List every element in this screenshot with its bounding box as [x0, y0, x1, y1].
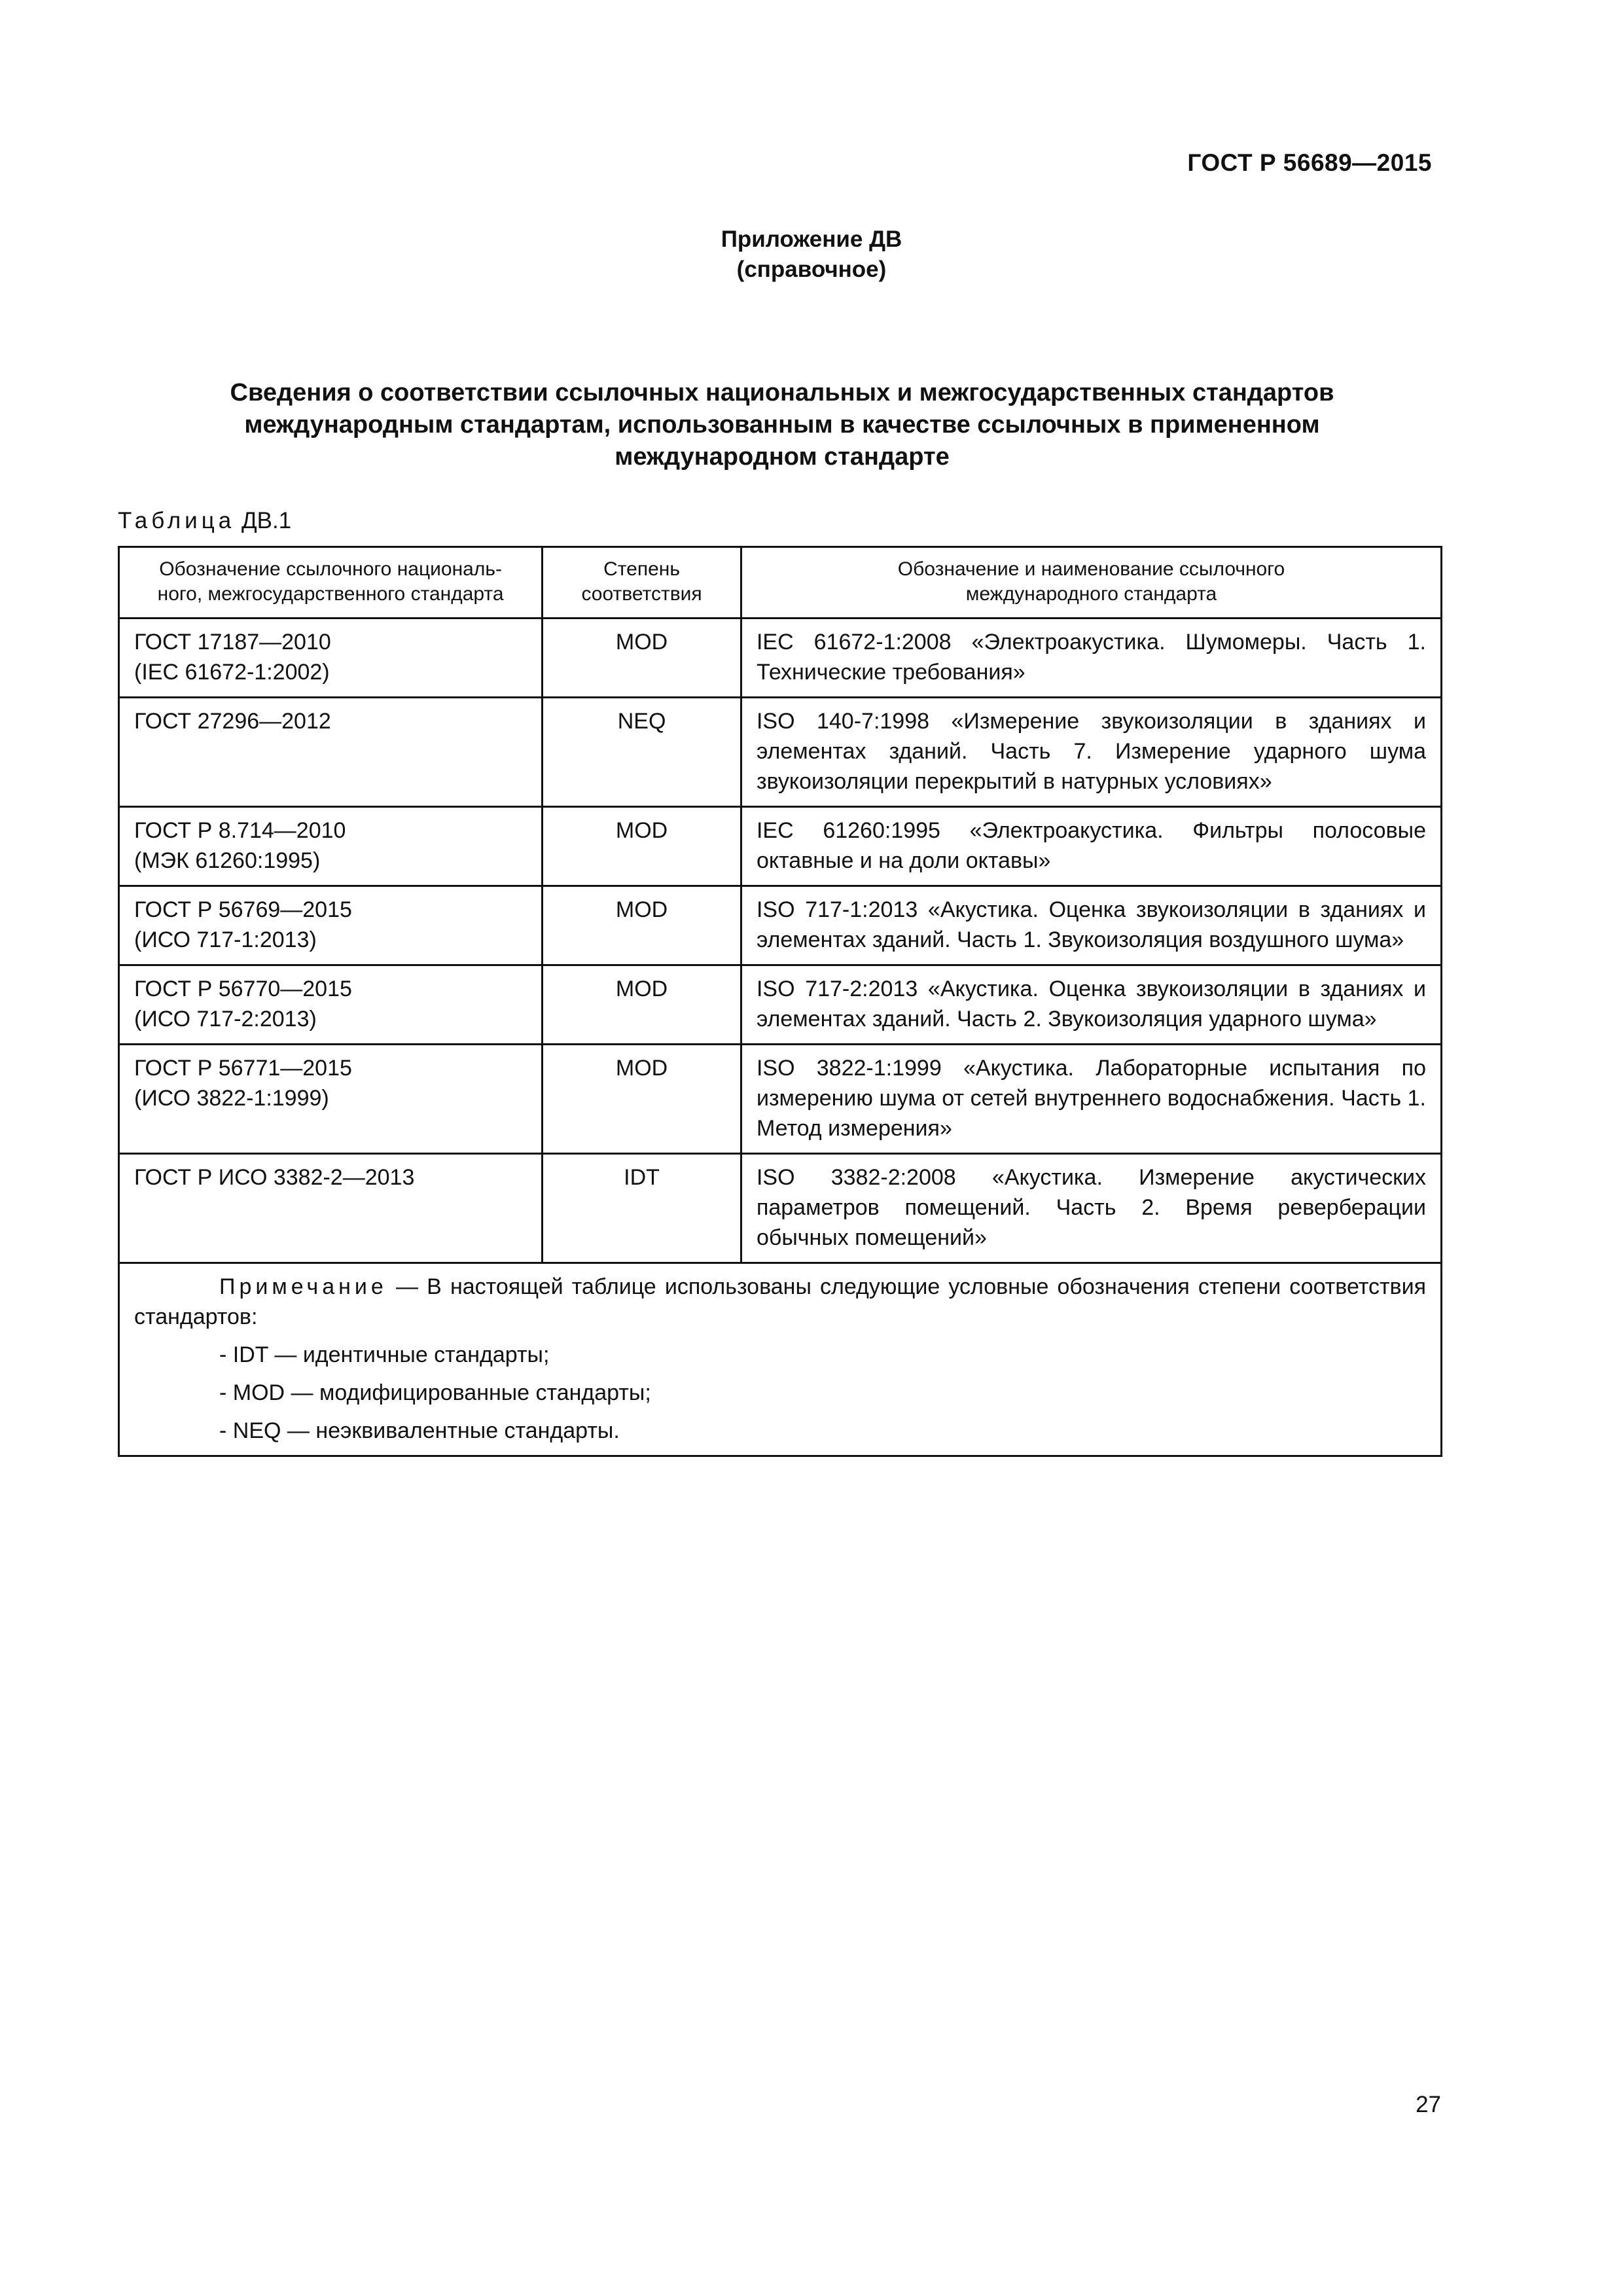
- degree-cell: MOD: [543, 807, 741, 886]
- header-col2-line2: соответствия: [581, 583, 702, 605]
- annex-heading: [0, 224, 1623, 285]
- degree-cell: MOD: [543, 619, 741, 698]
- degree-cell: MOD: [543, 1045, 741, 1154]
- note-text: — В настоящей таблице использованы следующие условные обозначения степени соответствия стандартов:: [134, 1274, 1426, 1329]
- national-standard: ГОСТ Р 56770—2015: [134, 977, 352, 1001]
- national-standard-equivalent: (ИСО 3822-1:1999): [134, 1086, 329, 1111]
- table-caption-label: Таблица: [118, 508, 236, 533]
- national-standard: ГОСТ Р 56769—2015: [134, 897, 352, 922]
- table-row: [119, 1154, 1442, 1263]
- international-standard-cell: ISO 3822-1:1999 «Акустика. Лабораторные испытания по измерению шума от сетей внутреннего водоснабжения. Часть 1. Метод измерения»: [741, 1045, 1441, 1154]
- table-header-row: [119, 547, 1442, 619]
- national-standard-equivalent: (ИСО 717-1:2013): [134, 927, 317, 952]
- table-caption-number: ДВ.1: [235, 508, 292, 533]
- header-international-standard: [741, 547, 1441, 619]
- international-standard-cell: ISO 3382-2:2008 «Акустика. Измерение акустических параметров помещений. Часть 2. Время реверберации обычных помещений»: [741, 1154, 1441, 1263]
- section-title: [118, 377, 1446, 473]
- international-standard-cell: ISO 717-2:2013 «Акустика. Оценка звукоизоляции в зданиях и элементах зданий. Часть 2. Звукоизоляция ударного шума»: [741, 965, 1441, 1045]
- national-standard-equivalent: (IEC 61672-1:2002): [134, 660, 330, 685]
- note-intro: [134, 1272, 1426, 1332]
- header-col1-line1: Обозначение ссылочного националь-: [159, 558, 502, 580]
- header-col1-line2: ного, межгосударственного стандарта: [157, 583, 504, 605]
- section-title-line2: международным стандартам, использованным в качестве ссылочных в примененном: [244, 411, 1320, 439]
- national-standard-cell: [119, 1045, 543, 1154]
- national-standard-cell: [119, 1154, 543, 1263]
- table-row: [119, 619, 1442, 698]
- national-standard: ГОСТ 17187—2010: [134, 630, 331, 655]
- note-list-item: - MOD — модифицированные стандарты;: [219, 1380, 651, 1405]
- header-degree: [543, 547, 741, 619]
- section-title-line3: международном стандарте: [615, 443, 950, 471]
- table-row: [119, 807, 1442, 886]
- page-number: 27: [1416, 2092, 1441, 2117]
- degree-cell: MOD: [543, 886, 741, 965]
- international-standard-cell: ISO 717-1:2013 «Акустика. Оценка звукоизоляции в зданиях и элементах зданий. Часть 1. Звукоизоляция воздушного шума»: [741, 886, 1441, 965]
- national-standard-cell: [119, 619, 543, 698]
- table-row: [119, 1045, 1442, 1154]
- header-col3-line2: международного стандарта: [965, 583, 1217, 605]
- national-standard-cell: [119, 698, 543, 807]
- international-standard-cell: ISO 140-7:1998 «Измерение звукоизоляции в зданиях и элементах зданий. Часть 7. Измерение ударного шума звукоизоляции перекрытий в натурных условиях»: [741, 698, 1441, 807]
- table-caption: [118, 508, 291, 534]
- national-standard-cell: [119, 965, 543, 1045]
- header-national-standard: [119, 547, 543, 619]
- note-label: Примечание: [219, 1274, 387, 1299]
- national-standard: ГОСТ Р 56771—2015: [134, 1056, 352, 1081]
- international-standard-cell: IEC 61260:1995 «Электроакустика. Фильтры полосовые октавные и на доли октавы»: [741, 807, 1441, 886]
- annex-subtitle: (справочное): [736, 257, 887, 282]
- national-standard-cell: [119, 886, 543, 965]
- international-standard-cell: IEC 61672-1:2008 «Электроакустика. Шумомеры. Часть 1. Технические требования»: [741, 619, 1441, 698]
- table-row: [119, 965, 1442, 1045]
- standards-table: [118, 546, 1442, 1457]
- header-col3-line1: Обозначение и наименование ссылочного: [897, 558, 1285, 580]
- national-standard-equivalent: (МЭК 61260:1995): [134, 848, 321, 873]
- national-standard: ГОСТ Р ИСО 3382-2—2013: [134, 1165, 415, 1190]
- table-row: [119, 698, 1442, 807]
- degree-cell: NEQ: [543, 698, 741, 807]
- table-row: [119, 886, 1442, 965]
- national-standard: ГОСТ Р 8.714—2010: [134, 818, 346, 843]
- national-standard-equivalent: (ИСО 717-2:2013): [134, 1007, 317, 1031]
- note-list-item: - IDT — идентичные стандарты;: [219, 1342, 550, 1367]
- national-standard-cell: [119, 807, 543, 886]
- note-list-item: - NEQ — неэквивалентные стандарты.: [219, 1418, 620, 1443]
- section-title-line1: Сведения о соответствии ссылочных национальных и межгосударственных стандартов: [230, 379, 1334, 406]
- table-note-row: [119, 1263, 1442, 1456]
- header-col2-line1: Степень: [603, 558, 680, 580]
- annex-title: Приложение ДВ: [721, 226, 902, 252]
- degree-cell: MOD: [543, 965, 741, 1045]
- national-standard: ГОСТ 27296—2012: [134, 709, 331, 734]
- document-code: ГОСТ Р 56689—2015: [1187, 149, 1432, 176]
- degree-cell: IDT: [543, 1154, 741, 1263]
- table-note: [119, 1263, 1442, 1456]
